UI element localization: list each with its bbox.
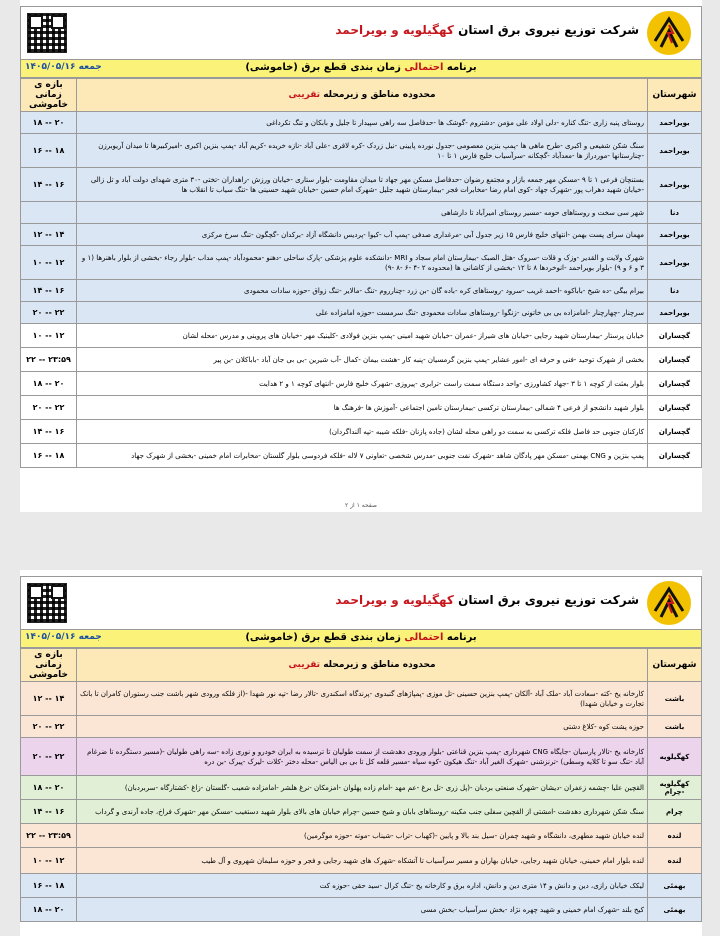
table-header-row	[21, 79, 702, 112]
company-prefix: شرکت توزیع نیروی برق استان	[458, 23, 639, 37]
table-row	[21, 824, 702, 848]
cell-desc: لیکک خیابان رازی، دین و دانش و ۱۴ متری دین و دانش، اداره برق و کارخانه یخ -تنگ کرال -سید حقی -حوزه کت	[77, 874, 648, 898]
page-header	[20, 6, 702, 59]
cell-desc: کارخانه یخ -کته -سعادت آباد -ملک آباد -آلکان -پمپ بنزین حسینی -تل موزی -پمپاژهای گنبدوی -پرندگاه اسکندری -تالار رضا -تپه نور شهدا -(از فلکه ورودی شهر باشت جنب رستوران کامران تا بانک تجارت و خیابان شهدا)	[77, 682, 648, 716]
cell-city: کهگیلویه -چرام	[648, 776, 702, 800]
cell-city: گچساران	[648, 444, 702, 468]
program-title: برنامه احتمالی زمان بندی قطع برق (خاموشی)	[245, 62, 477, 73]
cell-time: ۱۴ -- ۱۶	[21, 168, 77, 202]
table-row	[21, 134, 702, 168]
cell-time: ۱۸ -- ۲۰	[21, 898, 77, 922]
table-row	[21, 898, 702, 922]
table-row	[21, 800, 702, 824]
table-row	[21, 444, 702, 468]
cell-time: ۱۸ -- ۲۰	[21, 112, 77, 134]
table-row	[21, 202, 702, 224]
cell-city: باشت	[648, 682, 702, 716]
outage-table	[20, 78, 702, 468]
outage-table	[20, 648, 702, 922]
cell-time: ۲۰ -- ۲۲	[21, 738, 77, 776]
table-row	[21, 246, 702, 280]
header-area: محدوده مناطق و زیرمحله تقریبی	[77, 79, 648, 112]
cell-time: ۱۶ -- ۱۸	[21, 444, 77, 468]
cell-city: گچساران	[648, 372, 702, 396]
header-area: محدوده مناطق و زیرمحله تقریبی	[77, 649, 648, 682]
cell-city: بویراحمد	[648, 224, 702, 246]
table-row	[21, 738, 702, 776]
cell-time: ۱۰ -- ۱۲	[21, 848, 77, 874]
cell-time: ۲۲ -- ۲۳:۵۹	[21, 348, 77, 372]
page-header	[20, 576, 702, 629]
cell-city: بویراحمد	[648, 134, 702, 168]
cell-city: گچساران	[648, 348, 702, 372]
cell-desc: حوزه پشت کوه -کلاغ دشتی	[77, 716, 648, 738]
cell-desc: بیرام بیگی -ده شیخ -باباکوه -احمد غریب -سرود -روستاهای کره -باده گان -بن زرد -چنارروم -تنگ -مالایر -تنگ زواق -حوزه سادات محمودی	[77, 280, 648, 302]
cell-city: گچساران	[648, 324, 702, 348]
header-city: شهرستان	[648, 649, 702, 682]
header-city: شهرستان	[648, 79, 702, 112]
cell-city: بویراحمد	[648, 302, 702, 324]
cell-desc: بستنچان فرعی ۱ تا ۹ -مسکن مهر جمعه بازار و مجتمع رضوان -حدفاصل مسکن مهر جهاد تا میدان مقاومت -بلوار ستاری -خیابان ورزش -راهداران -تختی -۳۰ متری شهدای دولت آباد و تل زالی -خیابان شهید دهراب پور -شهرک جهاد -کوی امام رضا -مخابرات فجر -بیمارستان شهید جلیل -شهرک امام حسین -خیابان شهید حسینی ها -تنگ سیاب تا انقلاب ها	[77, 168, 648, 202]
table-row	[21, 776, 702, 800]
company-province: کهگیلویه و بویراحمد	[335, 23, 454, 37]
table-row	[21, 168, 702, 202]
header-time: بازه ی زمانی خاموشی	[21, 79, 77, 112]
cell-city: بویراحمد	[648, 112, 702, 134]
cell-desc: پمپ بنزین و CNG بهمنی -مسکن مهر پادگان شاهد -شهرک نفت جنوبی -مدرس شخصی -تعاونی ۷ لاله -فلکه فردوسی بلوار گلستان -مخابرات امام خمینی -بخشی از شهرک جهاد	[77, 444, 648, 468]
cell-city: گچساران	[648, 396, 702, 420]
cell-city: گچساران	[648, 420, 702, 444]
cell-time: ۱۸ -- ۲۰	[21, 372, 77, 396]
cell-city: بهمئی	[648, 874, 702, 898]
cell-time: ۱۲ -- ۱۴	[21, 224, 77, 246]
cell-desc: خیابان پرستار -بیمارستان شهید رجایی -خیابان های شیراز -عمران -خیابان شهید امینی -پمپ بنزین فولادی -کلینیک مهر -خیابان های پروینی و مدرس -محله لشان	[77, 324, 648, 348]
cell-desc: سنگ شکن شهرداری دهدشت -امشتی از القچین سفلی جنب مکینه -روستاهای بابان و شیخ حسین -چرام خیابان های بالای بلوار شهید دستغیب -مسکن مهر -شهرک فراخ، جاده آرندی و گرداب	[77, 800, 648, 824]
company-logo-icon	[647, 11, 691, 55]
cell-time: ۱۴ -- ۱۶	[21, 420, 77, 444]
company-name: شرکت توزیع نیروی برق استان کهگیلویه و بویراحمد	[335, 593, 639, 607]
table-row	[21, 348, 702, 372]
cell-desc: سرچنار -چهارچنار -امامزاده بی بی خاتونی -زنگوا -روستاهای سادات محمودی -تنگ سرمست -حوزه امامزاده علی	[77, 302, 648, 324]
program-date: جمعه ۱۴۰۵/۰۵/۱۶	[25, 62, 102, 72]
cell-city: لنده	[648, 848, 702, 874]
cell-city: باشت	[648, 716, 702, 738]
qr-code[interactable]	[27, 583, 67, 623]
cell-time: ۲۲ -- ۲۳:۵۹	[21, 824, 77, 848]
cell-time: ۱۲ -- ۱۴	[21, 682, 77, 716]
page-number: صفحه ۱ از ۲	[345, 502, 377, 509]
page-1	[20, 0, 702, 512]
table-header-row	[21, 649, 702, 682]
cell-desc: مهمان سرای پست بهمن -انتهای خلیج فارس ۱۵ زیر جدول آبی -مرغداری صدفی -پمپ آب -کیوا -پردیس دانشگاه آزاد -برکدان -گچگون -تنگ سرخ مرکزی	[77, 224, 648, 246]
cell-city: دنا	[648, 202, 702, 224]
page-2	[20, 570, 702, 936]
cell-desc: لنده بلوار امام خمینی، خیابان شهید رجایی، خیابان بهاران و مسیر سرآسیاب تا آتشکاه -شهرک های شهید رجایی و فجر و حوزه سلیمان شهروی و آل طیب	[77, 848, 648, 874]
cell-time	[21, 202, 77, 224]
table-row	[21, 682, 702, 716]
cell-desc: شهر سی سخت و روستاهای حومه -مسیر روستای امیرآباد تا دارشاهی	[77, 202, 648, 224]
cell-city: بویراحمد	[648, 168, 702, 202]
cell-city: لنده	[648, 824, 702, 848]
cell-desc: کارخانه یخ -تالار پارسیان -جایگاه CNG شهرداری -پمپ بنزین قناعتی -بلوار ورودی دهدشت از سمت طولیان تا ترسیده به ایران خودرو و نوری زاده -سه راهی طولیان -(مسیر دستگرده تا ضرغام آباد -تنگ سو تا کلایه وسطی) -ترنزشنی -شهرک الغیر آباد -تنگ هیکون -کوه سیاه -مسیر قلعه کل تا بی بی الیاس -محله دختر -کلات -لیرک -پیرک -بن دره	[77, 738, 648, 776]
table-row	[21, 280, 702, 302]
table-row	[21, 716, 702, 738]
table-row	[21, 324, 702, 348]
program-title: برنامه احتمالی زمان بندی قطع برق (خاموشی)	[245, 632, 477, 643]
cell-city: دنا	[648, 280, 702, 302]
cell-time: ۲۰ -- ۲۲	[21, 396, 77, 420]
cell-desc: القچین علیا -چشمه زعفران -دیشان -شهرک صنعتی بردبان -(پل زری -تل برغ -عم مهد -امام زاده پهلوان -امزمکان -نرغ هلشر -امامزاده شعیب -گلستان -زاغ -کشتارگاه -سربردبان)	[77, 776, 648, 800]
cell-time: ۱۰ -- ۱۲	[21, 246, 77, 280]
program-title-bar	[20, 629, 702, 648]
cell-desc: روستای پنبه زاری -تنگ کناره -دلی اولاد علی مؤمن -دشتروم -گوشک ها -حدفاصل سه راهی سپیدار تا جلیل و بابکان و تنگ تکرداغی	[77, 112, 648, 134]
table-row	[21, 224, 702, 246]
cell-time: ۱۴ -- ۱۶	[21, 800, 77, 824]
cell-desc: بخشی از شهرک توحید -فنی و حرفه ای -امور عشایر -پمپ بنزین گرمسیان -پنبه کار -هشت بیمان -کمال -آب شیرین -بی بی جان آباد -باباکلان -بن پیر	[77, 348, 648, 372]
cell-city: چرام	[648, 800, 702, 824]
company-name	[335, 23, 639, 37]
table-row	[21, 112, 702, 134]
cell-desc: کارکنان جنوبی حد فاصل فلکه ترکسی به سمت دو راهی محله لشان (جاده پازنان -فلکه شیبه -تپه آلنداگردان)	[77, 420, 648, 444]
program-title-bar	[20, 59, 702, 78]
program-date: جمعه ۱۴۰۵/۰۵/۱۶	[25, 632, 102, 642]
table-row	[21, 420, 702, 444]
table-row	[21, 848, 702, 874]
cell-time: ۲۰ -- ۲۲	[21, 302, 77, 324]
table-row	[21, 874, 702, 898]
cell-time: ۱۰ -- ۱۲	[21, 324, 77, 348]
cell-time: ۱۴ -- ۱۶	[21, 280, 77, 302]
cell-time: ۲۰ -- ۲۲	[21, 716, 77, 738]
qr-code[interactable]	[27, 13, 67, 53]
cell-desc: لنده خیابان شهید مطهری، دانشگاه و شهید چمران -سیل بند بالا و پایین -(کهباب -تراب -شیناب -موته -حوزه موگرمین)	[77, 824, 648, 848]
cell-city: بویراحمد	[648, 246, 702, 280]
table-row	[21, 396, 702, 420]
header-time: بازه ی زمانی خاموشی	[21, 649, 77, 682]
cell-desc: بلوار شهید دانشجو از فرعی ۴ شمالی -بیمارستان ترکسی -بیمارستان تامین اجتماعی -آموزش ها -فرهنگ ها	[77, 396, 648, 420]
company-logo-icon	[647, 581, 691, 625]
cell-desc: سنگ شکن شفیعی و اکبری -طرح ماهی ها -پمپ بنزین معصومی -جدول نورده پایینی -نیل زردک -کره لافری -علی آباد -نازه خریده -کریم آباد -پمپ بنزین اکبری -امیرکبیرها تا میدان آریوبرزن -چنارستانها -موردراز ها -معدآباد -گچکانه -سرآسیاب خلیج فارس ۱ تا ۱۰	[77, 134, 648, 168]
cell-desc: شهرک ولایت و القدیر -وزک و قلات -سروک -هتل الصبک -بیمارستان امام سجاد و MRI -دانشکده علوم پزشکی -پارک ساحلی -دهنو -محمودآباد -پمپ مداب -بلوار رجاء -بخشی از بلوار باهنرها (۱ و ۳ و ۶ و ۹) -بلوار بویراحمد -انوخردها ۸ تا ۱۲ -بخشی از کاشانی ها (محدوده ۲ -۴ -۶ -۸ -۹)	[77, 246, 648, 280]
cell-city: بهمئی	[648, 898, 702, 922]
cell-time: ۱۸ -- ۲۰	[21, 776, 77, 800]
table-row	[21, 372, 702, 396]
cell-time: ۱۶ -- ۱۸	[21, 134, 77, 168]
table-row	[21, 302, 702, 324]
cell-time: ۱۶ -- ۱۸	[21, 874, 77, 898]
cell-desc: کیخ بلند -شهرک امام خمینی و شهید چهره نژاد -بخش سرآسیاب -بخش مسی	[77, 898, 648, 922]
cell-desc: بلوار بعثت از کوچه ۱ تا ۳ -جهاد کشاورزی -واحد دستگاه سمت راست -ترابری -پیروزی -شهرک خلیج فارس -انتهای کوچه ۱ و ۲ هدایت	[77, 372, 648, 396]
cell-city: کهگیلویه	[648, 738, 702, 776]
